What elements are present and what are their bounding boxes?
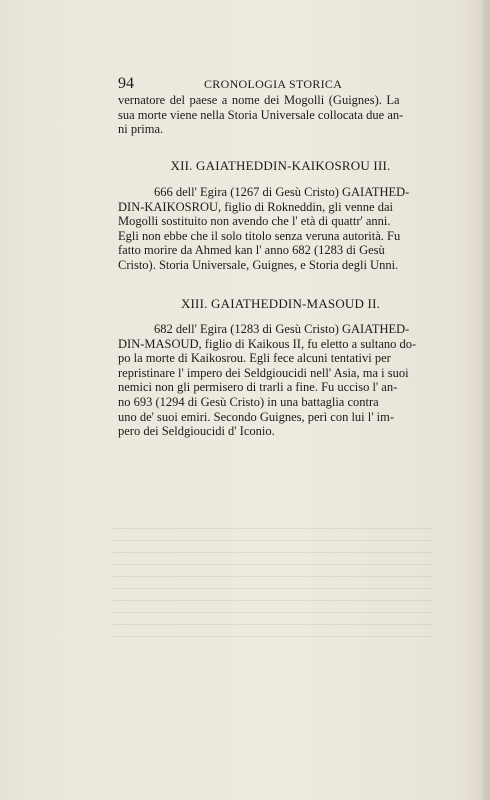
text-line: Mogolli sostituito non avendo che l' età di quattr' anni. [118,214,391,229]
text-line: 666 dell' Egira (1267 di Gesù Cristo) GAIATHED- [154,185,410,199]
text-line: sua morte viene nella Storia Universale collocata due an- [118,107,404,122]
section-heading-xii: XII. GAIATHEDDIN-KAIKOSROU III. [170,158,391,173]
page-number: 94 [118,75,134,92]
text-line: nemici non gli permisero di trarli a fine. Fu ucciso l' an- [118,380,398,395]
text-line: DIN-KAIKOSROU, figlio di Rokneddin, gli venne dai [118,199,393,214]
section-xiii-paragraph [118,322,443,439]
text-line: po la morte di Kaikosrou. Egli fece alcuni tentativi per [118,351,391,366]
text-line: Cristo). Storia Universale, Guignes, e Storia degli Unni. [118,257,399,272]
text-line: repristinare l' impero dei Seldgioucidi nell' Asia, ma i suoi [118,365,409,380]
text-line: Egli non ebbe che il solo titolo senza veruna autorità. Fu [118,228,401,243]
text-line: pero dei Seldgioucidi d' Iconio. [118,424,275,439]
text-line: 682 dell' Egira (1283 di Gesù Cristo) GAIATHED- [154,322,410,336]
show-through-text [112,520,432,640]
text-line: fatto morire da Ahmed kan l' anno 682 (1283 di Gesù [118,243,385,258]
running-head [118,75,434,93]
text-line: DIN-MASOUD, figlio di Kaikous II, fu eletto a sultano do- [118,336,417,351]
section-xii-paragraph [118,185,443,273]
text-line: ni prima. [118,122,164,137]
page-edge [482,0,490,800]
section-heading-xiii: XIII. GAIATHEDDIN-MASOUD II. [180,296,381,311]
text-line: uno de' suoi emiri. Secondo Guignes, perì con lui l' im- [118,409,394,424]
intro-paragraph [118,93,443,137]
running-title: CRONOLOGIA STORICA [204,77,343,91]
text-line: vernatore del paese a nome dei Mogolli (Guignes). La [118,93,400,107]
text-line: no 693 (1294 di Gesù Cristo) in una battaglia contra [118,394,379,409]
